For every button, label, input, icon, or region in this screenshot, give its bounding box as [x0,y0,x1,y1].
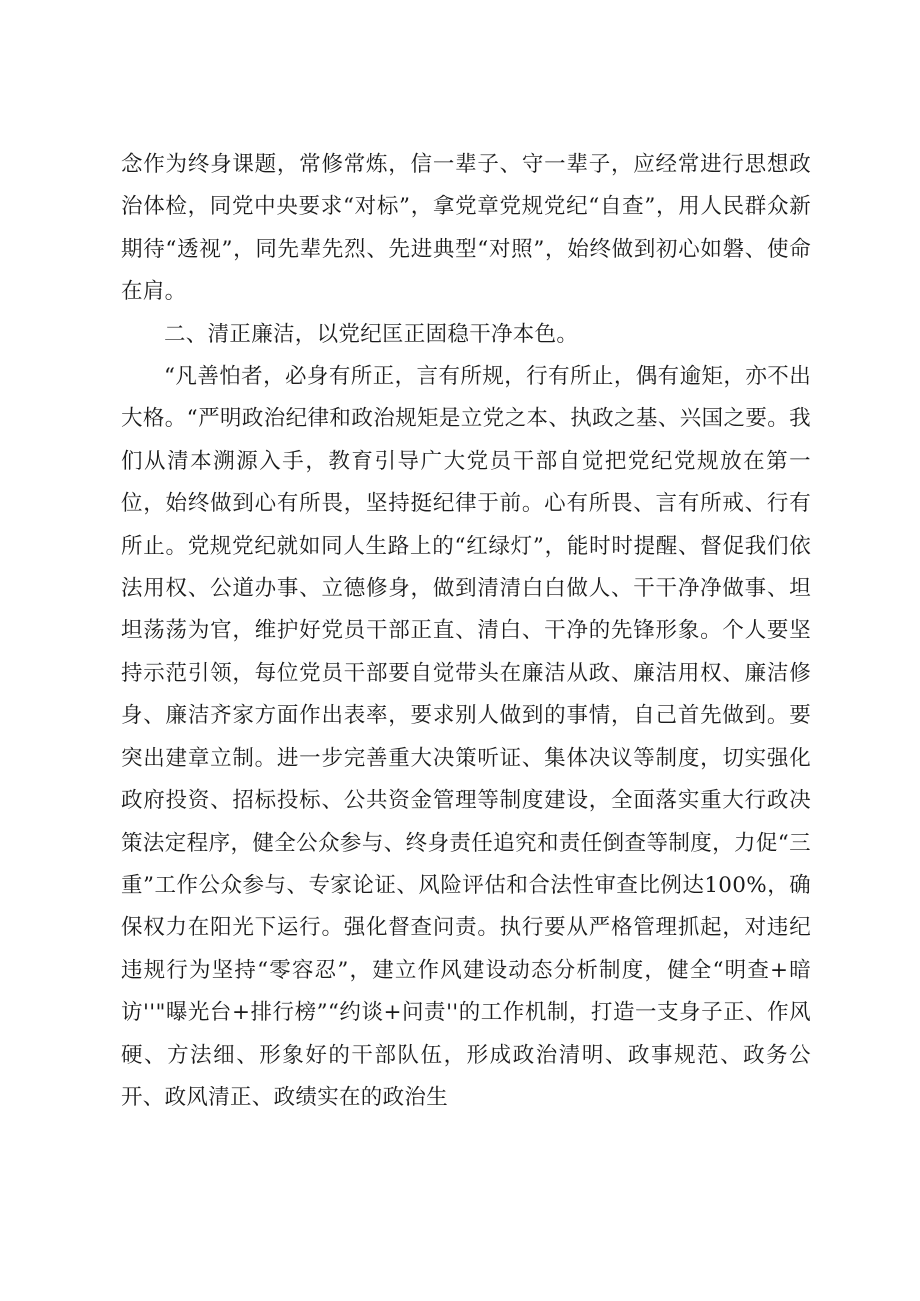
paragraph-continuation: 念作为终身课题，常修常炼，信一辈子、守一辈子，应经常进行思想政治体检，同党中央要求“对标”，拿党章党规党纪“自查”，用人民群众新期待“透视”，同先辈先烈、先进典型“对照”，始终做到初心如磐、使命在肩。 [121,152,811,305]
section-heading: 二、清正廉洁，以党纪匡正固稳干净本色。 [164,321,579,347]
document-body [121,144,811,1119]
paragraph-body: “凡善怕者，必身有所正，言有所规，行有所止，偶有逾矩，亦不出大格。“严明政治纪律和政治规矩是立党之本、执政之基、兴国之要。我们从清本溯源入手，教育引导广大党员干部自觉把党纪党规放在第一位，始终做到心有所畏，坚持挺纪律于前。心有所畏、言有所戒、行有所止。党规党纪就如同人生路上的“红绿灯”，能时时提醒、督促我们依法用权、公道办事、立德修身，做到清清白白做人、干干净净做事、坦坦荡荡为官，维护好党员干部正直、清白、干净的先锋形象。个人要坚持示范引领，每位党员干部要自觉带头在廉洁从政、廉洁用权、廉洁修身、廉洁齐家方面作出表率，要求别人做到的事情，自己首先做到。要突出建章立制。进一步完善重大决策听证、集体决议等制度，切实强化政府投资、招标投标、公共资金管理等制度建设，全面落实重大行政决策法定程序，健全公众参与、终身责任追究和责任倒查等制度，力促“三重”工作公众参与、专家论证、风险评估和合法性审查比例达100%，确保权力在阳光下运行。强化督查问责。执行要从严格管理抓起，对违纪违规行为坚持“零容忍”，建立作风建设动态分析制度，健全“明查+暗访''"曝光台+排行榜”“约谈+问责''的工作机制，打造一支身子正、作风硬、方法细、形象好的干部队伍，形成政治清明、政事规范、政务公开、政风清正、政绩实在的政治生 [121,364,811,1110]
